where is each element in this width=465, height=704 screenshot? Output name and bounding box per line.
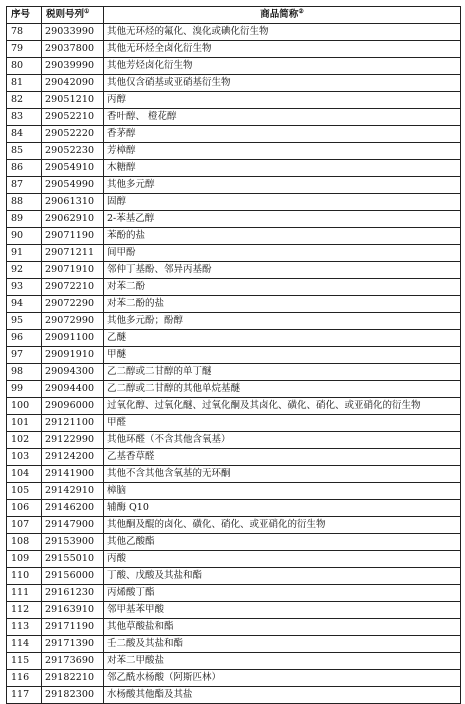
cell-name: 其他芳烃卤化衍生物 xyxy=(104,58,461,75)
cell-code: 29054990 xyxy=(42,177,104,194)
cell-code: 29072210 xyxy=(42,279,104,296)
table-row xyxy=(7,466,461,483)
cell-no: 89 xyxy=(7,211,42,228)
table-row xyxy=(7,194,461,211)
cell-code: 29171190 xyxy=(42,619,104,636)
cell-name: 邻乙酰水杨酸（阿斯匹林） xyxy=(104,670,461,687)
cell-name: 其他无环烃全卤化衍生物 xyxy=(104,41,461,58)
cell-name: 其他多元醇 xyxy=(104,177,461,194)
cell-code: 29052230 xyxy=(42,143,104,160)
cell-code: 29072990 xyxy=(42,313,104,330)
cell-code: 29033990 xyxy=(42,24,104,41)
cell-name: 其他酮及醌的卤化、磺化、硝化、或亚硝化的衍生物 xyxy=(104,517,461,534)
cell-name: 香茅醇 xyxy=(104,126,461,143)
cell-no: 101 xyxy=(7,415,42,432)
cell-no: 81 xyxy=(7,75,42,92)
cell-code: 29122990 xyxy=(42,432,104,449)
cell-code: 29153900 xyxy=(42,534,104,551)
cell-no: 117 xyxy=(7,687,42,704)
column-header-no xyxy=(7,7,42,24)
cell-code: 29096000 xyxy=(42,398,104,415)
cell-no: 80 xyxy=(7,58,42,75)
cell-name: 芳樟醇 xyxy=(104,143,461,160)
cell-name: 乙醚 xyxy=(104,330,461,347)
table-row xyxy=(7,517,461,534)
table-row xyxy=(7,619,461,636)
cell-no: 95 xyxy=(7,313,42,330)
cell-name: 苯酚的盐 xyxy=(104,228,461,245)
cell-name: 其他草酸盐和酯 xyxy=(104,619,461,636)
table-header xyxy=(7,7,461,24)
cell-no: 96 xyxy=(7,330,42,347)
cell-code: 29052220 xyxy=(42,126,104,143)
cell-code: 29163910 xyxy=(42,602,104,619)
column-header-name-label: 商品简称 xyxy=(260,9,299,20)
table-row xyxy=(7,636,461,653)
cell-no: 98 xyxy=(7,364,42,381)
cell-no: 105 xyxy=(7,483,42,500)
cell-name: 乙基香草醛 xyxy=(104,449,461,466)
cell-no: 112 xyxy=(7,602,42,619)
table-row xyxy=(7,500,461,517)
cell-no: 84 xyxy=(7,126,42,143)
cell-code: 29173690 xyxy=(42,653,104,670)
cell-code: 29037800 xyxy=(42,41,104,58)
cell-no: 103 xyxy=(7,449,42,466)
cell-name: 过氧化醇、过氧化醚、过氧化酮及其卤化、磺化、硝化、或亚硝化的衍生物 xyxy=(104,398,461,415)
table-row xyxy=(7,347,461,364)
cell-no: 109 xyxy=(7,551,42,568)
cell-code: 29091910 xyxy=(42,347,104,364)
cell-code: 29071910 xyxy=(42,262,104,279)
cell-no: 87 xyxy=(7,177,42,194)
cell-no: 82 xyxy=(7,92,42,109)
table-row xyxy=(7,126,461,143)
cell-no: 111 xyxy=(7,585,42,602)
cell-name: 邻仲丁基酚、邻异丙基酚 xyxy=(104,262,461,279)
cell-code: 29182300 xyxy=(42,687,104,704)
cell-no: 116 xyxy=(7,670,42,687)
cell-no: 113 xyxy=(7,619,42,636)
cell-no: 100 xyxy=(7,398,42,415)
cell-name: 2-苯基乙醇 xyxy=(104,211,461,228)
table-row xyxy=(7,398,461,415)
cell-name: 其他多元酚；酚醇 xyxy=(104,313,461,330)
cell-name: 对苯二酚 xyxy=(104,279,461,296)
column-header-no-label: 序号 xyxy=(11,9,31,20)
column-header-code xyxy=(42,7,104,24)
cell-code: 29146200 xyxy=(42,500,104,517)
table-row xyxy=(7,313,461,330)
cell-no: 115 xyxy=(7,653,42,670)
cell-name: 邻甲基苯甲酸 xyxy=(104,602,461,619)
cell-name: 辅酶 Q10 xyxy=(104,500,461,517)
cell-name: 对苯二酚的盐 xyxy=(104,296,461,313)
cell-no: 83 xyxy=(7,109,42,126)
cell-no: 78 xyxy=(7,24,42,41)
tariff-table xyxy=(6,6,461,704)
cell-code: 29142910 xyxy=(42,483,104,500)
cell-code: 29156000 xyxy=(42,568,104,585)
table-row xyxy=(7,653,461,670)
cell-name: 固醇 xyxy=(104,194,461,211)
cell-no: 108 xyxy=(7,534,42,551)
cell-name: 其他仅含硝基或亚硝基衍生物 xyxy=(104,75,461,92)
footnote-mark-name: ② xyxy=(298,7,304,15)
table-row xyxy=(7,143,461,160)
cell-no: 114 xyxy=(7,636,42,653)
table-row xyxy=(7,211,461,228)
table-row xyxy=(7,602,461,619)
table-row xyxy=(7,228,461,245)
table-row xyxy=(7,432,461,449)
table-row xyxy=(7,415,461,432)
cell-code: 29072290 xyxy=(42,296,104,313)
cell-name: 乙二醇或二甘醇的其他单烷基醚 xyxy=(104,381,461,398)
table-row xyxy=(7,109,461,126)
tariff-list-page xyxy=(6,6,460,704)
table-row xyxy=(7,551,461,568)
table-row xyxy=(7,92,461,109)
cell-name: 甲醚 xyxy=(104,347,461,364)
cell-name: 丙酸 xyxy=(104,551,461,568)
cell-code: 29171390 xyxy=(42,636,104,653)
column-header-name xyxy=(104,7,461,24)
table-body xyxy=(7,24,461,704)
table-row xyxy=(7,330,461,347)
cell-code: 29071211 xyxy=(42,245,104,262)
table-row xyxy=(7,160,461,177)
cell-no: 92 xyxy=(7,262,42,279)
cell-code: 29091100 xyxy=(42,330,104,347)
cell-no: 91 xyxy=(7,245,42,262)
cell-code: 29182210 xyxy=(42,670,104,687)
cell-no: 93 xyxy=(7,279,42,296)
table-row xyxy=(7,670,461,687)
table-row xyxy=(7,534,461,551)
table-row xyxy=(7,296,461,313)
cell-no: 85 xyxy=(7,143,42,160)
cell-code: 29062910 xyxy=(42,211,104,228)
cell-code: 29094300 xyxy=(42,364,104,381)
table-row xyxy=(7,381,461,398)
cell-name: 其他无环烃的氟化、溴化或碘化衍生物 xyxy=(104,24,461,41)
cell-name: 其他不含其他含氧基的无环酮 xyxy=(104,466,461,483)
table-row xyxy=(7,687,461,704)
table-row xyxy=(7,449,461,466)
cell-no: 88 xyxy=(7,194,42,211)
cell-name: 丁酸、戊酸及其盐和酯 xyxy=(104,568,461,585)
table-row xyxy=(7,24,461,41)
cell-no: 106 xyxy=(7,500,42,517)
cell-name: 木糖醇 xyxy=(104,160,461,177)
table-row xyxy=(7,245,461,262)
cell-code: 29094400 xyxy=(42,381,104,398)
table-row xyxy=(7,364,461,381)
cell-code: 29054910 xyxy=(42,160,104,177)
cell-code: 29161230 xyxy=(42,585,104,602)
cell-code: 29061310 xyxy=(42,194,104,211)
cell-name: 其他环醛（不含其他含氧基） xyxy=(104,432,461,449)
cell-code: 29155010 xyxy=(42,551,104,568)
table-row xyxy=(7,568,461,585)
cell-no: 94 xyxy=(7,296,42,313)
table-row xyxy=(7,262,461,279)
cell-code: 29121100 xyxy=(42,415,104,432)
cell-name: 樟脑 xyxy=(104,483,461,500)
table-row xyxy=(7,75,461,92)
cell-name: 乙二醇或二甘醇的单丁醚 xyxy=(104,364,461,381)
cell-no: 110 xyxy=(7,568,42,585)
table-row xyxy=(7,58,461,75)
table-row xyxy=(7,483,461,500)
cell-name: 丙烯酸丁酯 xyxy=(104,585,461,602)
cell-no: 107 xyxy=(7,517,42,534)
footnote-mark-code: ① xyxy=(84,7,90,15)
cell-name: 香叶醇、 橙花醇 xyxy=(104,109,461,126)
table-row xyxy=(7,279,461,296)
cell-name: 对苯二甲酸盐 xyxy=(104,653,461,670)
cell-code: 29042090 xyxy=(42,75,104,92)
cell-code: 29052210 xyxy=(42,109,104,126)
cell-name: 水杨酸其他酯及其盐 xyxy=(104,687,461,704)
cell-name: 丙醇 xyxy=(104,92,461,109)
cell-code: 29124200 xyxy=(42,449,104,466)
table-row xyxy=(7,41,461,58)
cell-no: 90 xyxy=(7,228,42,245)
cell-no: 102 xyxy=(7,432,42,449)
cell-name: 其他乙酸酯 xyxy=(104,534,461,551)
cell-no: 99 xyxy=(7,381,42,398)
cell-code: 29147900 xyxy=(42,517,104,534)
cell-name: 甲醛 xyxy=(104,415,461,432)
table-row xyxy=(7,177,461,194)
cell-code: 29039990 xyxy=(42,58,104,75)
column-header-code-label: 税则号列 xyxy=(46,9,85,20)
header-row xyxy=(7,7,461,24)
cell-no: 97 xyxy=(7,347,42,364)
table-row xyxy=(7,585,461,602)
cell-code: 29071190 xyxy=(42,228,104,245)
cell-name: 间甲酚 xyxy=(104,245,461,262)
cell-no: 86 xyxy=(7,160,42,177)
cell-no: 79 xyxy=(7,41,42,58)
cell-no: 104 xyxy=(7,466,42,483)
cell-name: 壬二酸及其盐和酯 xyxy=(104,636,461,653)
cell-code: 29051210 xyxy=(42,92,104,109)
cell-code: 29141900 xyxy=(42,466,104,483)
